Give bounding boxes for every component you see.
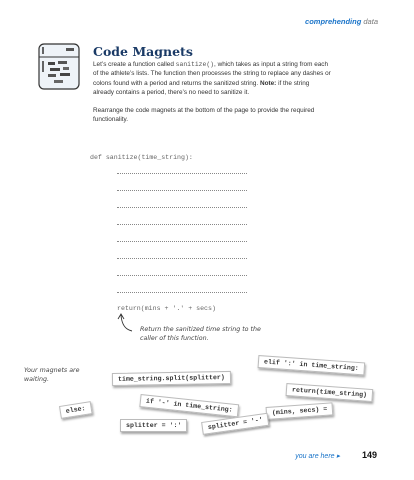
magnet-return-time-string[interactable]: return(time_string): [286, 383, 374, 402]
fridge-icon: [36, 42, 84, 90]
blank-line: [117, 173, 247, 174]
blank-line: [117, 224, 247, 225]
magnet-if-dash[interactable]: if '-' in time_string:: [139, 394, 239, 417]
def-line: def sanitize(time_string):: [90, 154, 193, 161]
you-are-here-label: you are here ▸: [295, 453, 340, 460]
blank-line: [117, 258, 247, 259]
blank-line: [117, 275, 247, 276]
magnet-splitter-colon[interactable]: splitter = ':': [120, 419, 187, 432]
blank-line: [117, 190, 247, 191]
section-label: data: [363, 17, 378, 26]
magnet-elif[interactable]: elif ':' in time_string:: [258, 355, 366, 375]
intro-paragraph: Let’s create a function called sanitize(), which takes as input a string from each of the athlete’s lists. The function then processes the string to replace any dashes or colons found with a period and returns the sanitized string. Note: if the string already contains a period, there’s no need to sanitize it.: [93, 61, 331, 96]
magnet-else[interactable]: else:: [59, 401, 92, 419]
chapter-label: comprehending: [305, 17, 362, 26]
page-title: Code Magnets: [93, 44, 193, 59]
magnets-annotation: Your magnets are waiting.: [24, 367, 80, 383]
running-header: [305, 17, 378, 26]
magnet-splitter-dash[interactable]: splitter = '-': [201, 413, 270, 435]
page-number: 149: [361, 450, 377, 460]
inline-code: sanitize(): [175, 61, 215, 68]
blank-line: [117, 207, 247, 208]
return-annotation: Return the sanitized time string to the caller of this function.: [140, 326, 261, 342]
blank-line: [117, 292, 247, 293]
blank-line: [117, 241, 247, 242]
magnet-split[interactable]: time_string.split(splitter): [112, 371, 231, 386]
arrow-icon: [116, 312, 136, 334]
instruction-paragraph: Rearrange the code magnets at the bottom of the page to provide the required functionality.: [93, 107, 315, 124]
magnet-mins-secs[interactable]: (mins, secs) =: [266, 402, 334, 420]
return-line: return(mins + '.' + secs): [117, 305, 216, 312]
